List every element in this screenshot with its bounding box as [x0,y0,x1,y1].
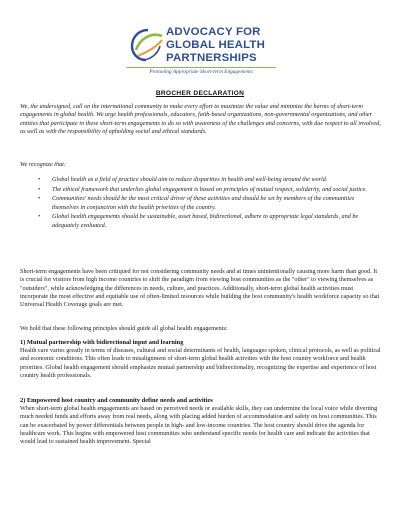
intro-paragraph: We, the undersigned, call on the international community to make every effort to maximize the value and minimize the harms of short-term engagements in global health. We urge health professionals, educators, faith-based organizations, non-governmental organizations, and other entities that participate in these short-term engagements to do so with awareness of the challenges and concerns, with due respect to all involved, as well as with the responsibility of upholding social and ethical standards. [20,103,381,135]
logo-text-line3: PARTNERSHIPS [166,52,257,64]
list-item: • The ethical framework that underlies global engagement is based on principles of mutual respect, solidarity, and social justice. [48,186,368,194]
logo-tagline: Promoting Appropriate Short-term Engagements [149,69,253,75]
list-item: • Global health engagements should be sustainable, asset based, bidirectional, adhere to appropriate legal standards, and be adequately evaluated. [48,213,368,229]
critique-paragraph: Short-term engagements have been critiqued for not considering community needs and at times unintentionally causing more harm than good. It is crucial for visitors from high income countries to shift the paradigm from viewing host communities as the "other" to viewing themselves as "outsiders", while acknowledging the differences in needs, culture, and practices. Additionally, short-term global health activities must incorporate the most effective and equitable use of often-limited resources while building the host community's health workforce capacity so that Universal Health Coverage goals are met. [20,268,380,309]
globe-swoosh-icon [128,24,168,64]
principles-intro: We hold that these following principles should guide all global health engagements: [20,325,228,332]
recognition-list [48,176,368,231]
section-text-2: When short-term global health engagements are based on perceived needs or available skills, they can undermine the local voice while diverting much needed funds and efforts away from real needs, along with placing added burden of accommodation and safety on host communities. This can be exacerbated by power differentials between people in high- and low-income countries. The host country should drive the agenda for healthcare work. This begins with empowered host communities who understand specific needs for health care and indicate the activities that would lead to sustained health improvement. Special [20,405,378,446]
recognize-label: We recognize that: [20,161,66,168]
section-heading-2: 2) Empowered host country and community define needs and activities [20,397,213,404]
section-text-1: Health care varies greatly in terms of diseases, cultural and social determinants of health, languages spoken, clinical protocols, as well as political and economic conditions. This often leads to misalignment of short-term global health activities with the host country workforce and health priorities. Global health engagement should emphasize mutual partnership and bidirectionality, recognizing the expertise and experience of host country health professionals. [20,347,381,379]
logo-text-line1: ADVOCACY FOR [166,26,261,38]
list-item: • Communities' needs should be the most critical driver of these activities and should be set by members of the communities themselves in conjunction with the health priorities of the country. [48,195,368,211]
document-title: BROCHER DECLARATION [155,90,245,97]
list-item: • Global health as a field of practice should aim to reduce disparities in health and well-being around the world. [48,176,368,184]
logo-text-line2: GLOBAL HEALTH [166,39,265,51]
tagline-rule [126,67,276,68]
section-heading-1: 1) Mutual partnership with bidirectional input and learning [20,339,184,346]
